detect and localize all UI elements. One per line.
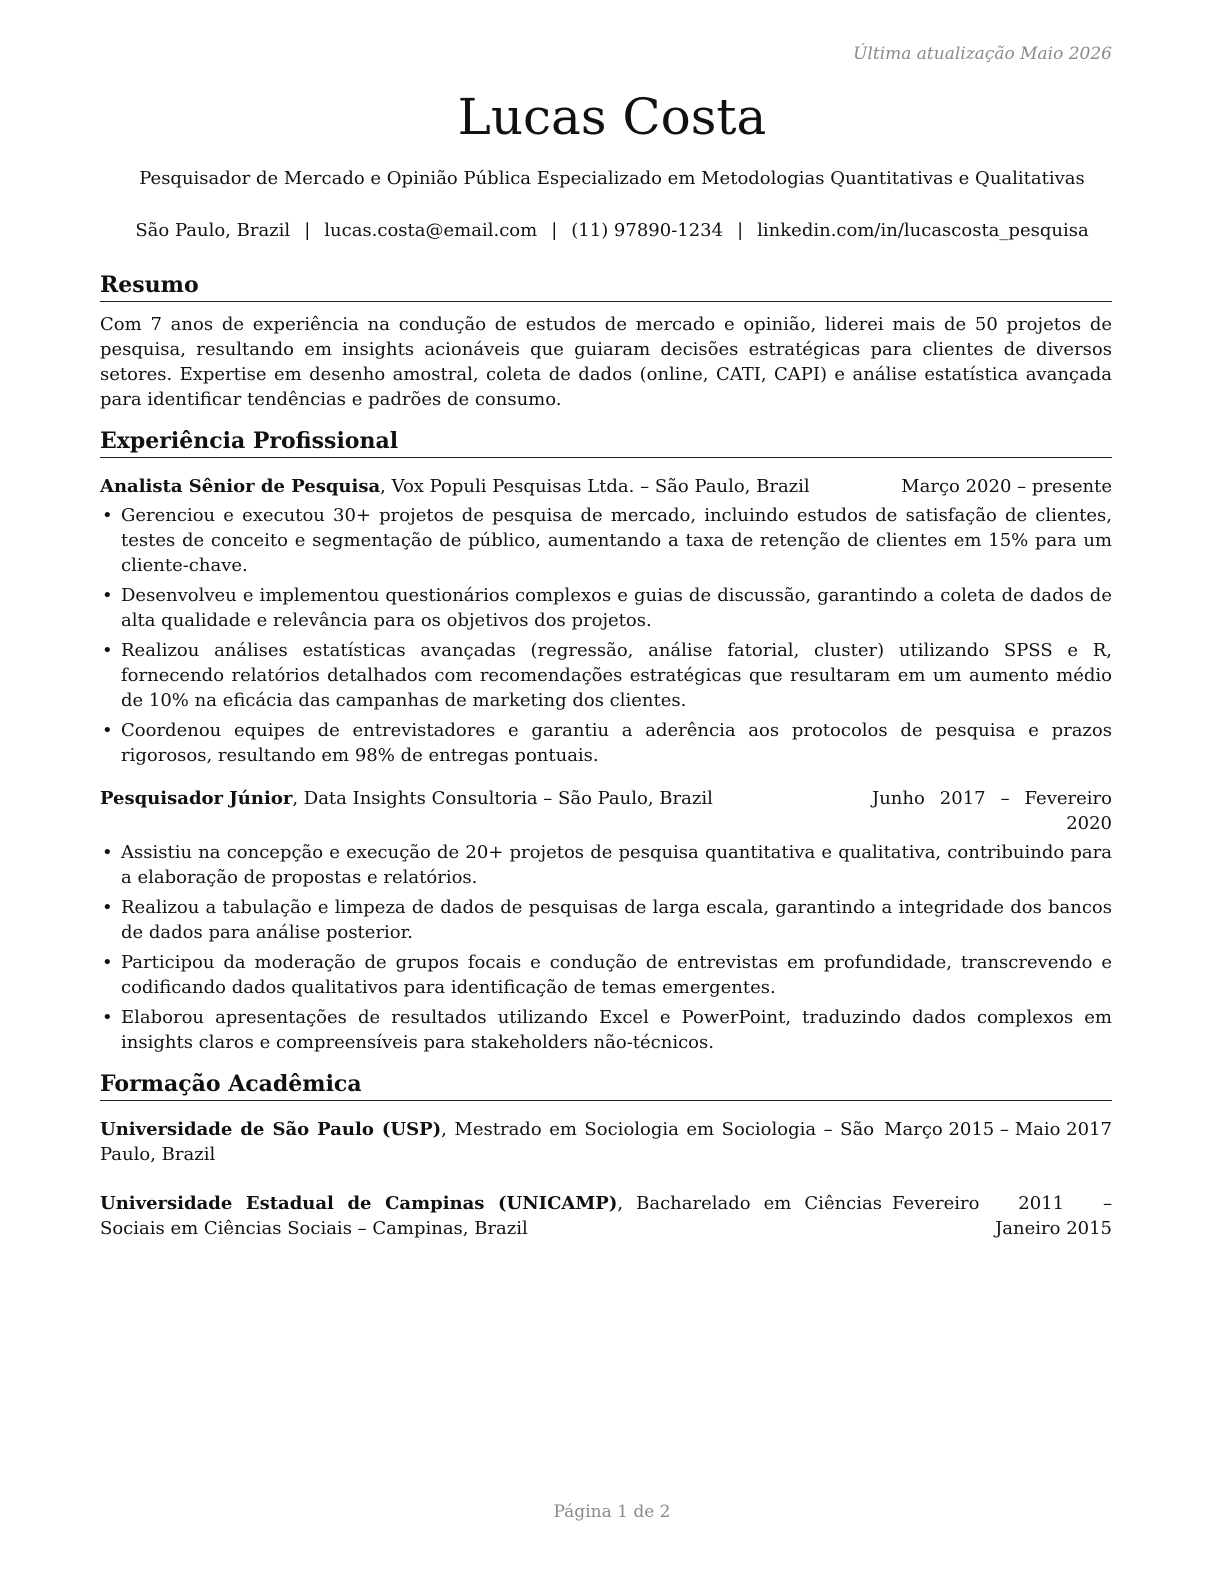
last-updated: Última atualização Maio 2026 [853,44,1112,64]
education-section [100,1069,1112,1241]
section-title-summary: Resumo [100,270,1112,302]
job-bullet: • Participou da moderação de grupos focais e condução de entrevistas em profundidade, transcrevendo e codificando dados qualitativos para identificação de temas emergentes. [100,950,1112,1000]
education-details: , Mestrado em Sociologia em Sociologia – São Paulo, Brazil [100,1119,875,1165]
education-details: , Bacharelado em Ciências Sociais em Ciências Sociais – Campinas, Brazil [100,1193,882,1239]
education-school: Universidade Estadual de Campinas (UNICAMP) [100,1193,618,1214]
contact-email[interactable]: lucas.costa@email.com [324,220,538,241]
education-dates: Março 2015 – Maio 2017 [884,1119,1112,1140]
contact-linkedin[interactable]: linkedin.com/in/lucascosta_pesquisa [757,220,1089,241]
job-bullet: • Realizou análises estatísticas avançadas (regressão, análise fatorial, cluster) utilizando SPSS e R, fornecendo relatórios detalhados com recomendações estratégicas que resultaram em um aumento médio de 10% na eficácia das campanhas de marketing dos clientes. [100,638,1112,713]
job-bullet: • Gerenciou e executou 30+ projetos de pesquisa de mercado, incluindo estudos de satisfação de clientes, testes de conceito e segmentação de público, aumentando a taxa de retenção de clientes em 15% para um cliente-chave. [100,503,1112,578]
education-title-line [100,1191,882,1241]
contact-phone: (11) 97890-1234 [571,220,724,241]
contact-separator: | [304,220,311,241]
education-item [100,1191,1112,1241]
job-bullet: • Coordenou equipes de entrevistadores e garantiu a aderência aos protocolos de pesquisa e prazos rigorosos, resultando em 98% de entregas pontuais. [100,718,1112,768]
education-title-line [100,1117,874,1167]
candidate-name: Lucas Costa [457,88,767,146]
education-item [100,1117,1112,1167]
job-dates: Junho 2017 – Fevereiro 2020 [872,788,1112,834]
job-bullets [100,503,1112,768]
job-bullet: • Desenvolveu e implementou questionários complexos e guias de discussão, garantindo a coleta de dados de alta qualidade e relevância para os objetivos dos projetos. [100,583,1112,633]
contact-line [0,220,1224,241]
job-bullet: • Elaborou apresentações de resultados utilizando Excel e PowerPoint, traduzindo dados complexos em insights claros e compreensíveis para stakeholders não-técnicos. [100,1005,1112,1055]
job-bullet: • Assistiu na concepção e execução de 20+ projetos de pesquisa quantitativa e qualitativa, contribuindo para a elaboração de propostas e relatórios. [100,840,1112,890]
job-bullet: • Realizou a tabulação e limpeza de dados de pesquisas de larga escala, garantindo a integridade dos bancos de dados para análise posterior. [100,895,1112,945]
contact-separator: | [551,220,558,241]
job-bullets [100,840,1112,1055]
page-number: Página 1 de 2 [553,1502,671,1522]
section-title-experience: Experiência Profissional [100,426,1112,458]
education-dates: Fevereiro 2011 – Janeiro 2015 [892,1193,1112,1239]
job-title-line [100,474,810,499]
contact-separator: | [737,220,744,241]
job-header [100,786,1112,836]
summary-section [100,270,1112,412]
job-company: , Data Insights Consultoria – São Paulo, Brazil [292,788,713,809]
summary-text: Com 7 anos de experiência na condução de estudos de mercado e opinião, liderei mais de 50 projetos de pesquisa, resultando em insights acionáveis que guiaram decisões estratégicas para clientes de diversos setores. Expertise em desenho amostral, coleta de dados (online, CATI, CAPI) e análise estatística avançada para identificar tendências e padrões de consumo. [100,314,1112,410]
job-role: Pesquisador Júnior [100,788,293,809]
job-dates: Março 2020 – presente [901,476,1112,497]
education-school: Universidade de São Paulo (USP) [100,1119,442,1140]
job-company: , Vox Populi Pesquisas Ltda. – São Paulo, Brazil [380,476,810,497]
experience-section [100,426,1112,1055]
tagline: Pesquisador de Mercado e Opinião Pública Especializado em Metodologias Quantitativas e Qualitativas [139,168,1085,189]
resume-content [100,270,1112,1241]
job-role: Analista Sênior de Pesquisa [100,476,381,497]
job-header [100,474,1112,499]
section-title-education: Formação Acadêmica [100,1069,1112,1101]
contact-location: São Paulo, Brazil [135,220,291,241]
job-title-line [100,786,713,811]
